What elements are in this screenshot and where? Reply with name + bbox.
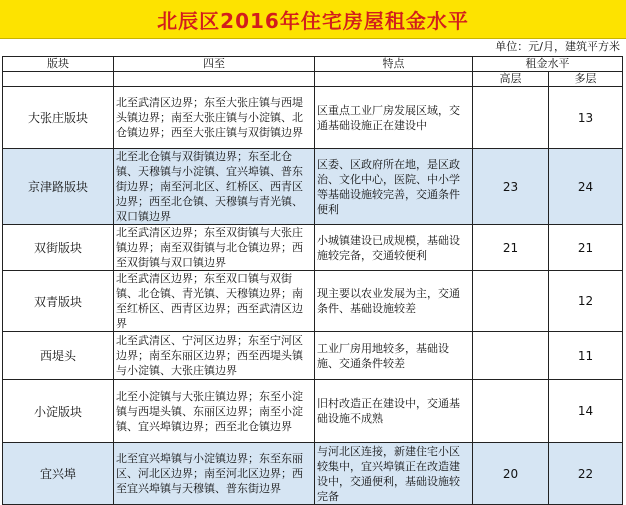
high-rise-rent: 23	[473, 149, 549, 225]
block-name: 双街版块	[3, 225, 114, 271]
block-name: 双青版块	[3, 271, 114, 332]
block-name: 京津路版块	[3, 149, 114, 225]
table-row	[3, 87, 623, 149]
feature-cell: 现主要以农业发展为主，交通条件、基础设施较差	[315, 271, 473, 332]
boundary-cell: 北至小淀镇与大张庄镇边界；东至小淀镇与西堤头镇、东丽区边界；南至小淀镇、宜兴埠镇边界；西至北仓镇边界	[114, 380, 315, 443]
feature-cell: 小城镇建设已成规模，基础设施较完备，交通较便利	[315, 225, 473, 271]
header-empty	[3, 72, 114, 87]
high-rise-rent: 20	[473, 443, 549, 505]
table-row	[3, 332, 623, 380]
table-row	[3, 380, 623, 443]
unit-note: 单位：元/月，建筑平方米	[495, 40, 620, 53]
feature-cell: 区委、区政府所在地，是区政治、文化中心，医院、中小学等基础设施较完善，交通条件便利	[315, 149, 473, 225]
block-name: 大张庄版块	[3, 87, 114, 149]
high-rise-rent	[473, 332, 549, 380]
multi-story-rent: 11	[549, 332, 623, 380]
multi-story-rent: 12	[549, 271, 623, 332]
multi-story-rent: 13	[549, 87, 623, 149]
boundary-cell: 北至北仓镇与双街镇边界；东至北仓镇、天穆镇与小淀镇、宜兴埠镇、普东街边界；南至河北区、红桥区、西青区边界；西至北仓镇、天穆镇与青光镇、双口镇边界	[114, 149, 315, 225]
boundary-cell: 北至武清区、宁河区边界；东至宁河区边界；南至东丽区边界；西至西堤头镇与小淀镇、大张庄镇边界	[114, 332, 315, 380]
boundary-cell: 北至武清区边界；东至双口镇与双街镇、北仓镇、青光镇、天穆镇边界；南至红桥区、西青区边界；西至武清区边界	[114, 271, 315, 332]
header-feature: 特点	[315, 57, 473, 72]
boundary-cell: 北至宜兴埠镇与小淀镇边界；东至东丽区、河北区边界；南至河北区边界；西至宜兴埠镇与天穆镇、普东街边界	[114, 443, 315, 505]
block-name: 西堤头	[3, 332, 114, 380]
table-row	[3, 225, 623, 271]
table-row	[3, 149, 623, 225]
block-name: 宜兴埠	[3, 443, 114, 505]
header-rent-level: 租金水平	[473, 57, 623, 72]
multi-story-rent: 22	[549, 443, 623, 505]
high-rise-rent	[473, 380, 549, 443]
table-row	[3, 271, 623, 332]
header-block: 版块	[3, 57, 114, 72]
multi-story-rent: 14	[549, 380, 623, 443]
page-title: 北辰区2016年住宅房屋租金水平	[0, 0, 626, 39]
high-rise-rent	[473, 271, 549, 332]
header-multi-story: 多层	[549, 72, 623, 87]
header-high-rise: 高层	[473, 72, 549, 87]
high-rise-rent	[473, 87, 549, 149]
feature-cell: 工业厂房用地较多，基础设施、交通条件较差	[315, 332, 473, 380]
boundary-cell: 北至武清区边界；东至大张庄镇与西堤头镇边界；南至大张庄镇与小淀镇、北仓镇边界；西至大张庄镇与双街镇边界	[114, 87, 315, 149]
rent-table	[2, 56, 623, 505]
feature-cell: 旧村改造正在建设中，交通基础设施不成熟	[315, 380, 473, 443]
high-rise-rent: 21	[473, 225, 549, 271]
feature-cell: 与河北区连接，新建住宅小区较集中，宜兴埠镇正在改造建设中，交通便利，基础设施较完备	[315, 443, 473, 505]
table-row	[3, 443, 623, 505]
multi-story-rent: 24	[549, 149, 623, 225]
boundary-cell: 北至武清区边界；东至双街镇与大张庄镇边界；南至双街镇与北仓镇边界；西至双街镇与双口镇边界	[114, 225, 315, 271]
header-boundary: 四至	[114, 57, 315, 72]
feature-cell: 区重点工业厂房发展区域，交通基础设施正在建设中	[315, 87, 473, 149]
header-empty	[114, 72, 315, 87]
multi-story-rent: 21	[549, 225, 623, 271]
block-name: 小淀版块	[3, 380, 114, 443]
header-empty	[315, 72, 473, 87]
